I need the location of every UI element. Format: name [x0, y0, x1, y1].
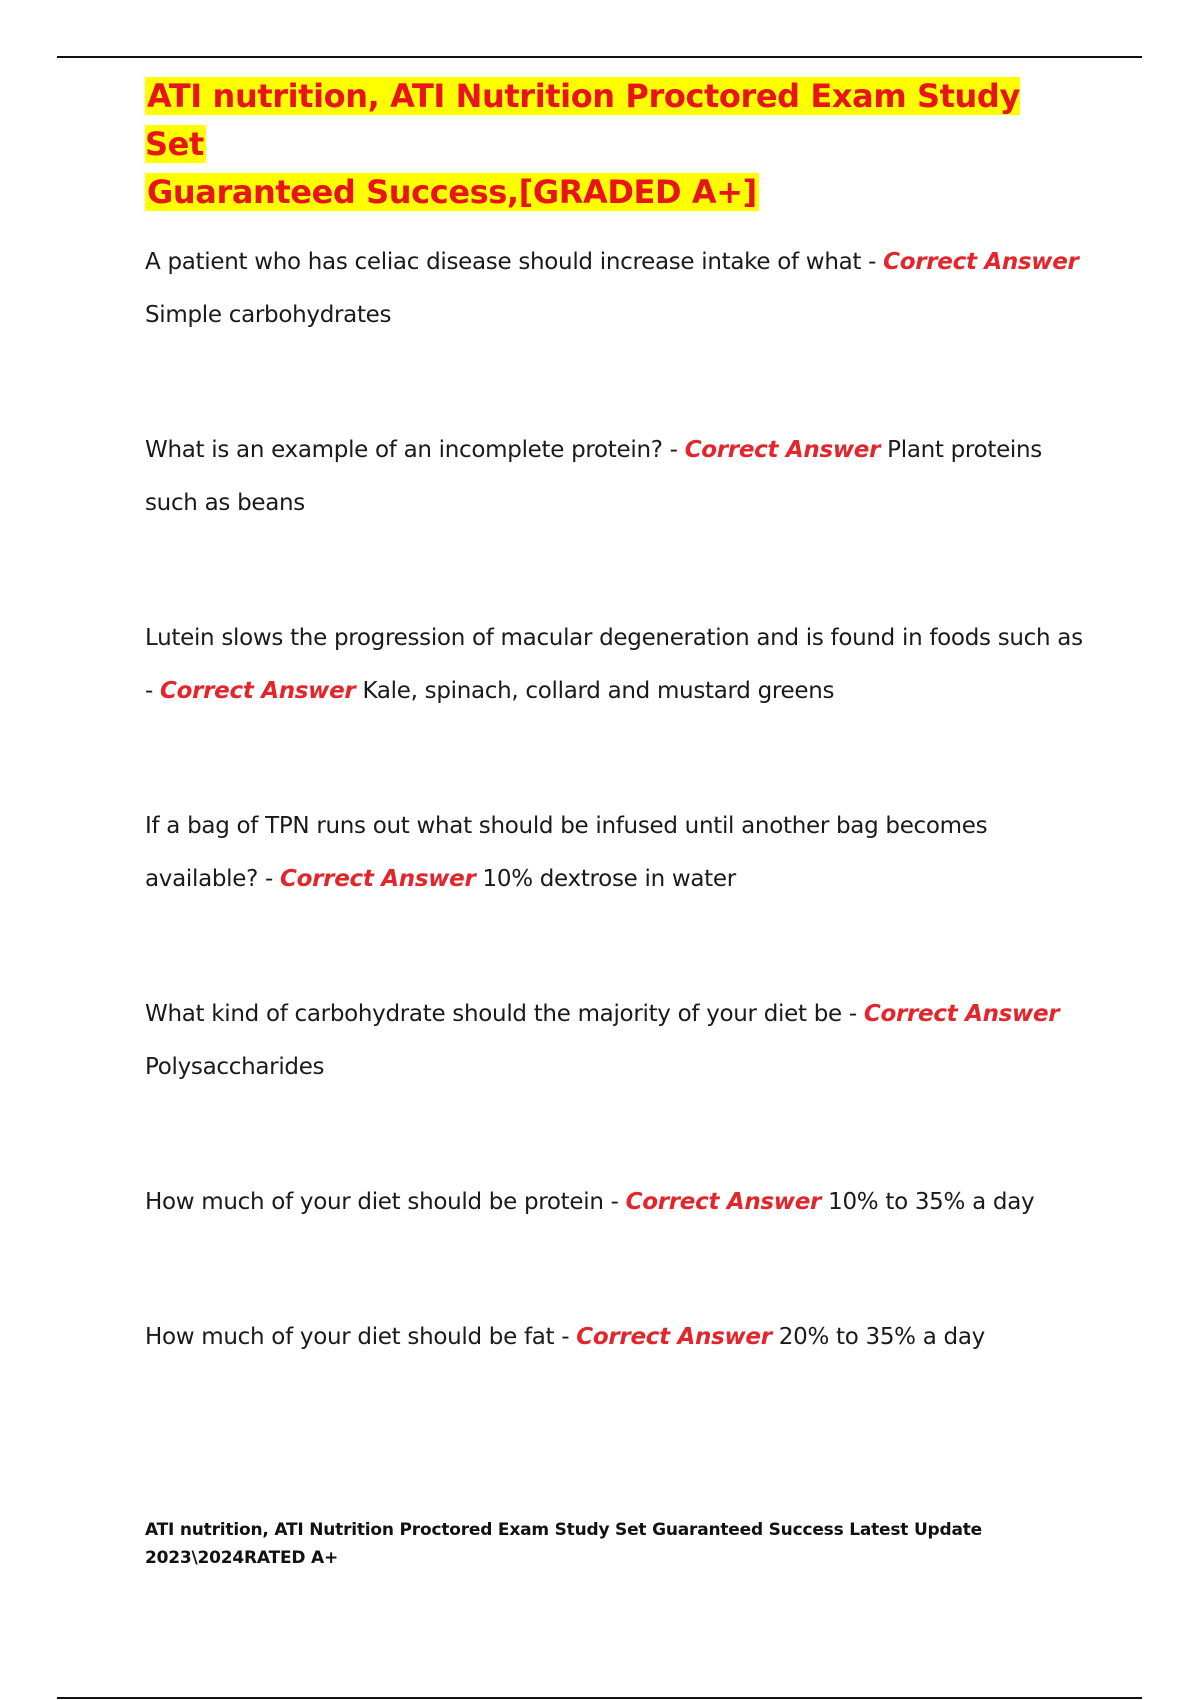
- answer-text: Simple carbohydrates: [145, 302, 392, 328]
- qa-item: [145, 1176, 1085, 1229]
- qa-item: [145, 612, 1085, 718]
- title-line-2: Guaranteed Success,[GRADED A+]: [147, 173, 757, 211]
- document-footer: ATI nutrition, ATI Nutrition Proctored Exam Study Set Guaranteed Success Latest Update 2023\2024RATED A+: [145, 1520, 983, 1568]
- qa-item: [145, 236, 1085, 342]
- document-body: [145, 72, 1085, 1572]
- qa-item: [145, 988, 1085, 1094]
- question-text: What kind of carbohydrate should the majority of your diet be -: [145, 1001, 864, 1027]
- question-text: What is an example of an incomplete protein? -: [145, 437, 685, 463]
- correct-answer-label: Correct Answer: [883, 249, 1079, 275]
- question-text: If a bag of TPN runs out what should be infused until another bag becomes available? -: [145, 813, 988, 892]
- question-text: How much of your diet should be fat -: [145, 1324, 577, 1350]
- correct-answer-label: Correct Answer: [160, 678, 356, 704]
- question-text: How much of your diet should be protein -: [145, 1189, 626, 1215]
- correct-answer-label: Correct Answer: [863, 1001, 1060, 1027]
- qa-item: [145, 800, 1085, 906]
- question-text: Lutein slows the progression of macular degeneration and is found in foods such as -: [145, 625, 1083, 704]
- question-text: A patient who has celiac disease should increase intake of what -: [145, 249, 884, 275]
- correct-answer-label: Correct Answer: [576, 1324, 772, 1350]
- answer-text: Plant proteins such as beans: [145, 437, 1042, 516]
- title-line-1: ATI nutrition, ATI Nutrition Proctored Exam Study Set: [145, 77, 1020, 163]
- answer-text: 10% dextrose in water: [475, 866, 736, 892]
- answer-text: 20% to 35% a day: [771, 1324, 985, 1350]
- answer-text: Polysaccharides: [145, 1054, 325, 1080]
- document-title: [145, 72, 1085, 216]
- correct-answer-label: Correct Answer: [684, 437, 881, 463]
- qa-item: [145, 1311, 1085, 1364]
- bottom-rule: [57, 1697, 1142, 1699]
- qa-item: [145, 424, 1085, 530]
- answer-text: Kale, spinach, collard and mustard greens: [355, 678, 835, 704]
- answer-text: 10% to 35% a day: [821, 1189, 1035, 1215]
- correct-answer-label: Correct Answer: [625, 1189, 822, 1215]
- correct-answer-label: Correct Answer: [280, 866, 476, 892]
- top-rule: [57, 56, 1142, 58]
